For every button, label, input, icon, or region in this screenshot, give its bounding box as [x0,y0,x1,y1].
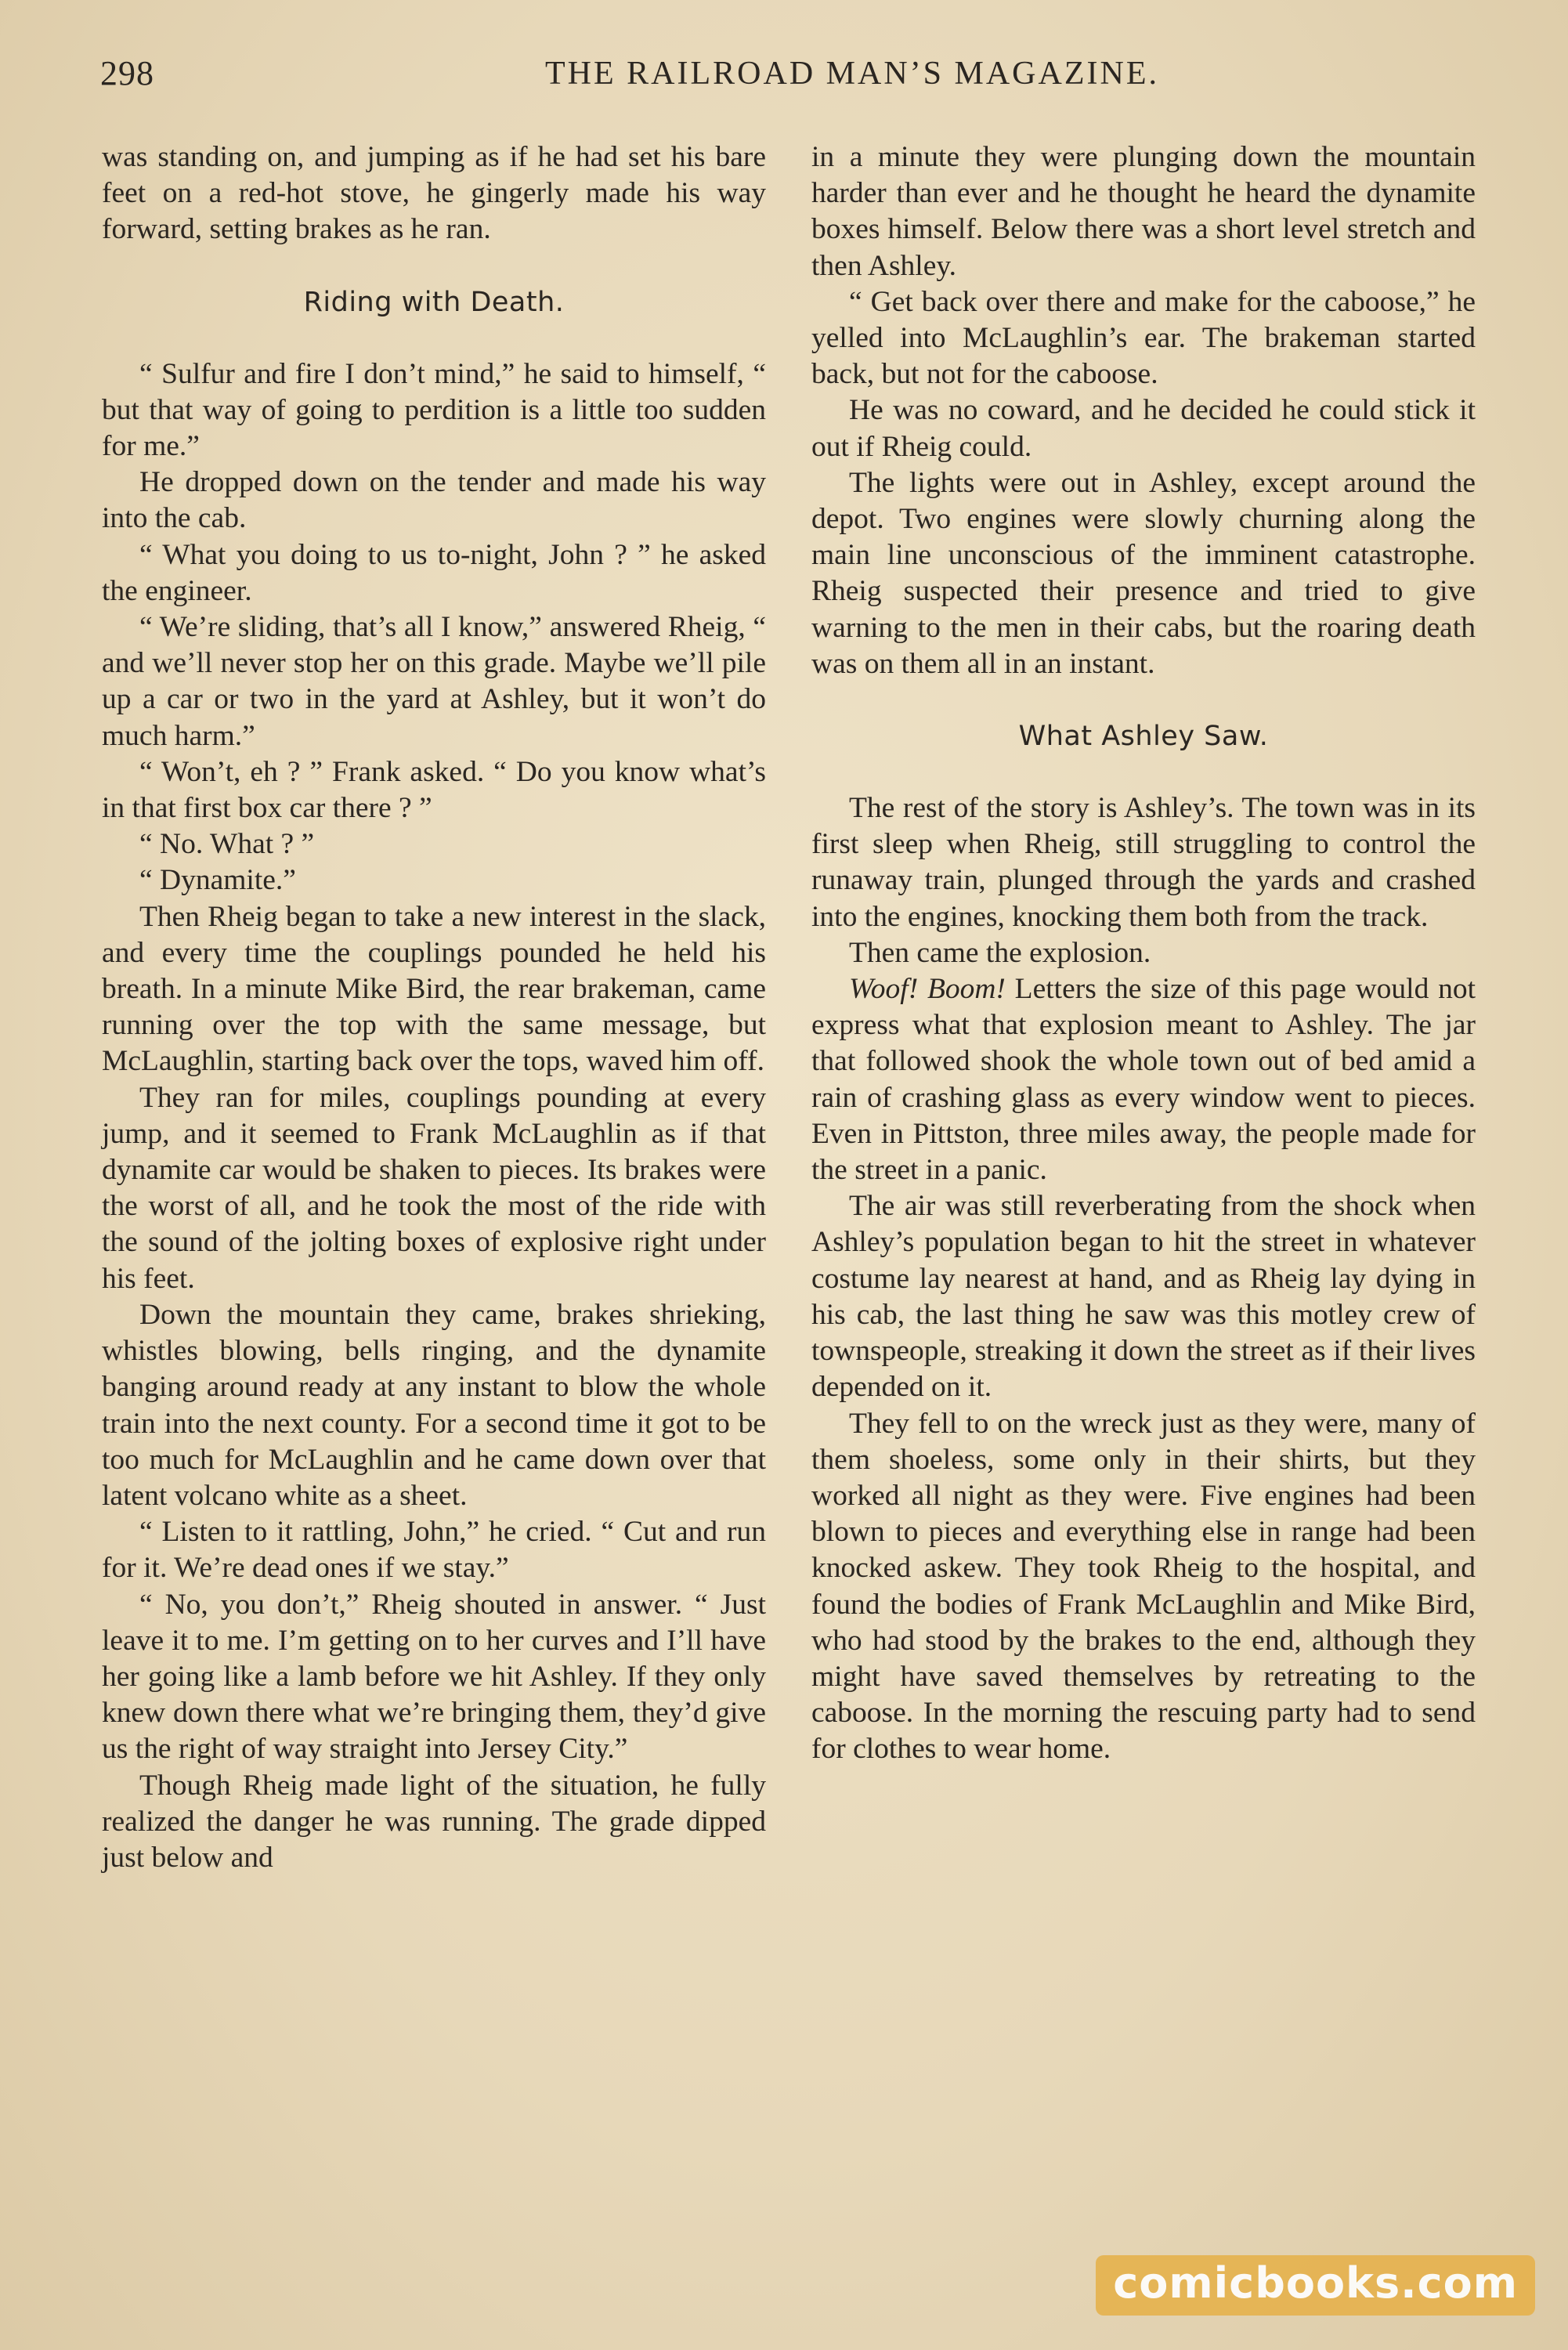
section-heading-what-ashley-saw: What Ashley Saw. [1018,721,1269,753]
paragraph: “ We’re sliding, that’s all I know,” answered Rheig, “ and we’ll never stop her on this grade. Maybe we’ll pile up a car or two in the yard at Ashley, but it won’t do much harm.” [102,611,766,752]
paragraph: “ Listen to it rattling, John,” he cried. “ Cut and run for it. We’re dead ones if we stay.” [102,1516,766,1585]
paragraph: was standing on, and jumping as if he had set his bare feet on a red-hot stove, he gingerly made his way forward, setting brakes as he ran. [102,141,766,246]
paragraph: The rest of the story is Ashley’s. The town was in its first sleep when Rheig, still struggling to control the runaway train, plunged through the yards and crashed into the engines, knocking them both from the track. [811,792,1476,933]
paragraph: They fell to on the wreck just as they were, many of them shoeless, some only in their shirts, but they worked all night as they were. Five engines had been blown to pieces and everything else in range had been knocked askew. They took Rheig to the hospital, and found the bodies of Frank McLaughlin and Mike Bird, who had stood by the brakes to the end, although they might have saved themselves by retreating to the caboose. In the morning the rescuing party had to send for clothes to wear home. [811,1407,1476,1766]
emphasis-text: Woof! Boom! [849,973,1006,1006]
paragraph: Down the mountain they came, brakes shrieking, whistles blowing, bells ringing, and the dynamite banging around ready at any instant to blow the whole train into the next county. For a second time it got to be too much for McLaughlin and he came down over that latent volcano white as a sheet. [102,1298,766,1512]
paragraph: Then Rheig began to take a new interest in the slack, and every time the couplings pounded he held his breath. In a minute Mike Bird, the rear brakeman, came running over the top with the same message, but McLaughlin, starting back over the tops, waved him off. [102,900,766,1078]
paragraph: “ No, you don’t,” Rheig shouted in answer. “ Just leave it to me. I’m getting on to her curves and I’ll have her going like a lamb before we hit Ashley. If they only knew down there what we’re bringing them, they’d give us the right of way straight into Jersey City.” [102,1588,766,1766]
running-title: THE RAILROAD MAN’S MAGAZINE. [545,56,1159,92]
paragraph: “ No. What ? ” [139,828,315,861]
page-number: 298 [100,54,154,92]
left-column [102,139,766,1876]
paragraph: Then came the explosion. [849,936,1151,969]
watermark: comicbooks.com [1096,2255,1535,2316]
section-heading-riding-with-death: Riding with Death. [303,286,565,318]
paragraph: “ Won’t, eh ? ” Frank asked. “ Do you know what’s in that first box car there ? ” [102,755,766,825]
page-header [100,53,1479,108]
paragraph: He was no coward, and he decided he could stick it out if Rheig could. [811,394,1476,463]
paragraph: He dropped down on the tender and made his way into the cab. [102,466,766,535]
paragraph [811,971,1476,1188]
paragraph: in a minute they were plunging down the mountain harder than ever and he thought he heard the dynamite boxes himself. Below there was a short level stretch and then Ashley. [811,141,1476,282]
paragraph: They ran for miles, couplings pounding at every jump, and it seemed to Frank McLaughlin as if that dynamite car would be shaken to pieces. Its brakes were the worst of all, and he took the most of the ride with the sound of the jolting boxes of explosive right under his feet. [102,1081,766,1295]
paragraph-text: Letters the size of this page would not express what that explosion meant to Ashley. The jar that followed shook the whole town out of bed amid a rain of crashing glass as every window went to pieces. Even in Pittston, three miles away, the people made for the street in a panic. [811,973,1476,1187]
paragraph: The air was still reverberating from the shock when Ashley’s population began to hit the street in whatever costume lay nearest at hand, and as Rheig lay dying in his cab, the last thing he saw was this motley crew of townspeople, streaking it down the street as if their lives depended on it. [811,1190,1476,1404]
paragraph: “ Sulfur and fire I don’t mind,” he said to himself, “ but that way of going to perdition is a little too sudden for me.” [102,357,766,463]
paragraph: “ Dynamite.” [139,864,296,897]
paragraph: “ What you doing to us to-night, John ? ” he asked the engineer. [102,538,766,607]
paragraph: The lights were out in Ashley, except around the depot. Two engines were slowly churning along the main line unconscious of the imminent catastrophe. Rheig suspected their presence and tried to give warning to the men in their cabs, but the roaring death was on them all in an instant. [811,466,1476,680]
paragraph: Though Rheig made light of the situation, he fully realized the danger he was running. The grade dipped just below and [102,1769,766,1874]
right-column [811,139,1476,1768]
paragraph: “ Get back over there and make for the caboose,” he yelled into McLaughlin’s ear. The brakeman started back, but not for the caboose. [811,285,1476,391]
